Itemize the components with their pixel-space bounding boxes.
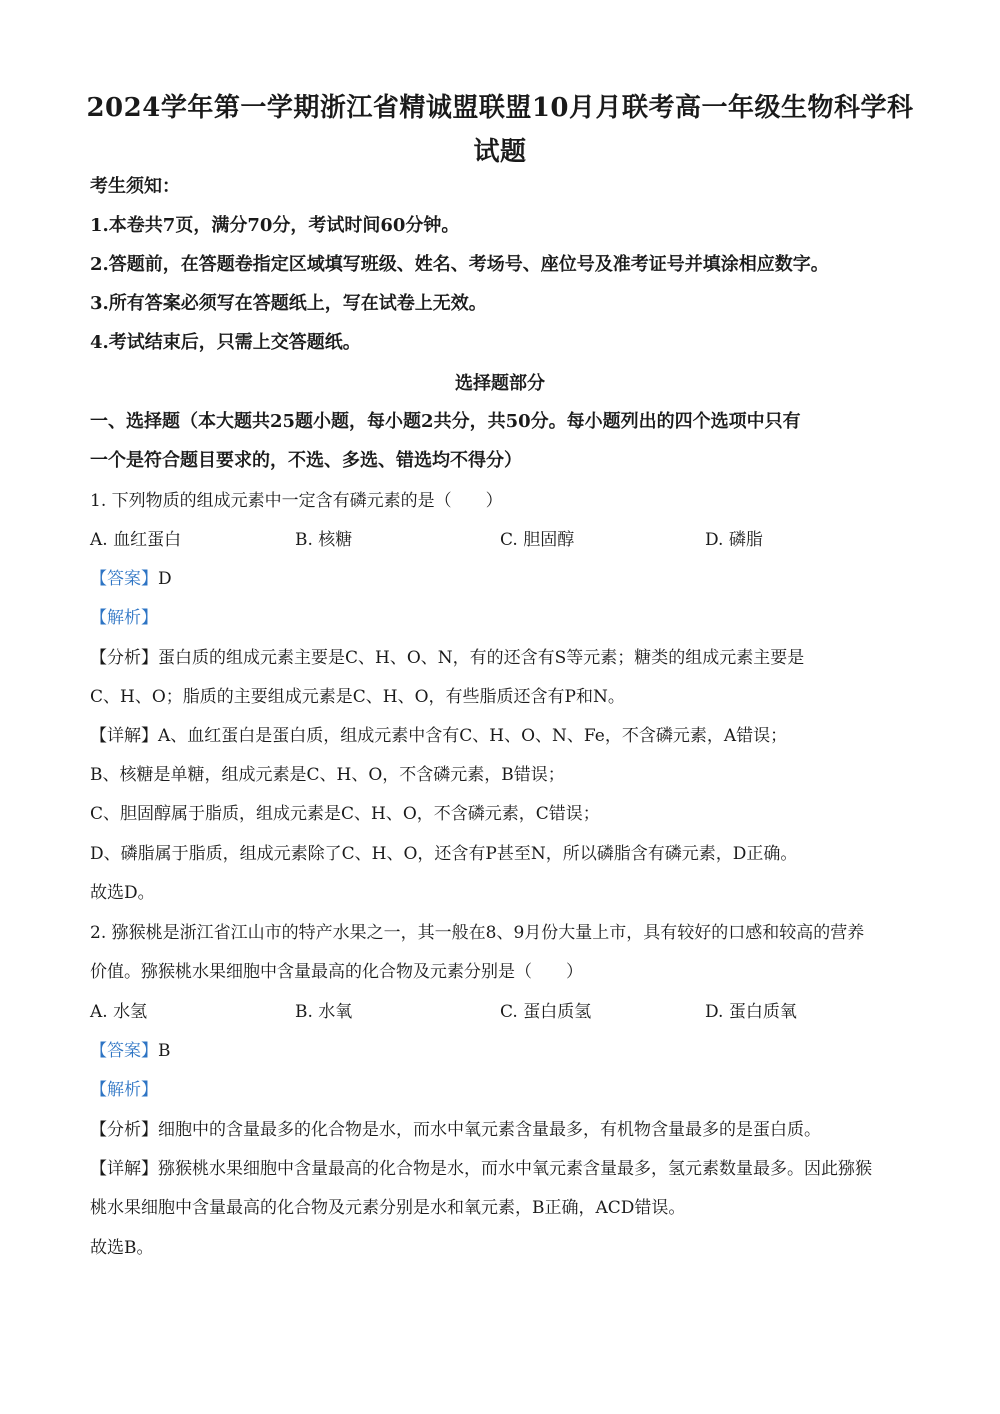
q2-answer <box>90 1036 171 1061</box>
q2-conclusion: 故选B。 <box>90 1238 154 1258</box>
answer-tag: 【答案】 <box>90 1041 158 1061</box>
part-heading-line: 一个是符合题目要求的，不选、多选、错选均不得分） <box>90 450 522 471</box>
q2-xiangjie-line: 桃水果细胞中含量最高的化合物及元素分别是水和氧元素，B正确，ACD错误。 <box>90 1198 686 1218</box>
q2-analysis-tag: 【解析】 <box>90 1080 158 1100</box>
q1-option-d: D. 磷脂 <box>705 530 763 550</box>
question-1-stem: 1. 下列物质的组成元素中一定含有磷元素的是（ ） <box>90 491 503 511</box>
q1-xiangjie-line: D、磷脂属于脂质，组成元素除了C、H、O，还含有P甚至N，所以磷脂含有磷元素，D正确。 <box>90 844 798 864</box>
q2-option-c: C. 蛋白质氢 <box>500 1002 592 1022</box>
notice-item: 3.所有答案必须写在答题纸上，写在试卷上无效。 <box>90 293 487 314</box>
answer-tag: 【答案】 <box>90 569 158 589</box>
q1-fenxi <box>90 643 804 668</box>
xiangjie-tag: 【详解】 <box>90 1159 158 1179</box>
q2-option-d: D. 蛋白质氧 <box>705 1002 797 1022</box>
part-heading-line: 一、选择题（本大题共25题小题，每小题2共分，共50分。每小题列出的四个选项中只有 <box>90 411 801 432</box>
answer-value: B <box>158 1041 171 1061</box>
q1-option-c: C. 胆固醇 <box>500 530 575 550</box>
q1-xiangjie <box>90 721 787 746</box>
fenxi-text: 细胞中的含量最多的化合物是水，而水中氧元素含量最多，有机物含量最多的是蛋白质。 <box>158 1120 821 1140</box>
q1-option-a: A. 血红蛋白 <box>90 530 182 550</box>
q2-option-b: B. 水氧 <box>295 1002 353 1022</box>
page-title: 2024学年第一学期浙江省精诚盟联盟10月月联考高一年级生物科学科试题 <box>86 93 914 167</box>
notice-heading: 考生须知： <box>90 176 180 197</box>
q2-fenxi <box>90 1115 821 1140</box>
q1-answer <box>90 564 172 589</box>
q1-conclusion: 故选D。 <box>90 883 155 903</box>
xiangjie-tag: 【详解】 <box>90 726 158 746</box>
q1-xiangjie-line: C、胆固醇属于脂质，组成元素是C、H、O，不含磷元素，C错误； <box>90 804 600 824</box>
q1-option-b: B. 核糖 <box>295 530 353 550</box>
xiangjie-text: 猕猴桃水果细胞中含量最高的化合物是水，而水中氧元素含量最多，氢元素数量最多。因此猕猴 <box>158 1159 872 1179</box>
q1-xiangjie-line: B、核糖是单糖，组成元素是C、H、O，不含磷元素，B错误； <box>90 765 565 785</box>
question-2-stem: 2. 猕猴桃是浙江省江山市的特产水果之一，其一般在8、9月份大量上市，具有较好的口感和较高的营养 <box>90 923 865 943</box>
notice-item: 4.考试结束后，只需上交答题纸。 <box>90 332 361 353</box>
q1-fenxi-line: C、H、O；脂质的主要组成元素是C、H、O，有些脂质还含有P和N。 <box>90 687 625 707</box>
section-title: 选择题部分 <box>455 373 545 394</box>
fenxi-text: 蛋白质的组成元素主要是C、H、O、N，有的还含有S等元素；糖类的组成元素主要是 <box>158 648 805 668</box>
q2-xiangjie <box>90 1154 872 1179</box>
q1-analysis-tag: 【解析】 <box>90 608 158 628</box>
xiangjie-text: A、血红蛋白是蛋白质，组成元素中含有C、H、O、N、Fe，不含磷元素，A错误； <box>158 726 788 746</box>
q2-option-a: A. 水氢 <box>90 1002 148 1022</box>
answer-value: D <box>158 569 172 589</box>
notice-item: 1.本卷共7页，满分70分，考试时间60分钟。 <box>90 215 460 236</box>
fenxi-tag: 【分析】 <box>90 648 158 668</box>
notice-item: 2.答题前，在答题卷指定区域填写班级、姓名、考场号、座位号及准考证号并填涂相应数字。 <box>90 254 829 275</box>
fenxi-tag: 【分析】 <box>90 1120 158 1140</box>
question-2-stem: 价值。猕猴桃水果细胞中含量最高的化合物及元素分别是（ ） <box>90 962 583 982</box>
